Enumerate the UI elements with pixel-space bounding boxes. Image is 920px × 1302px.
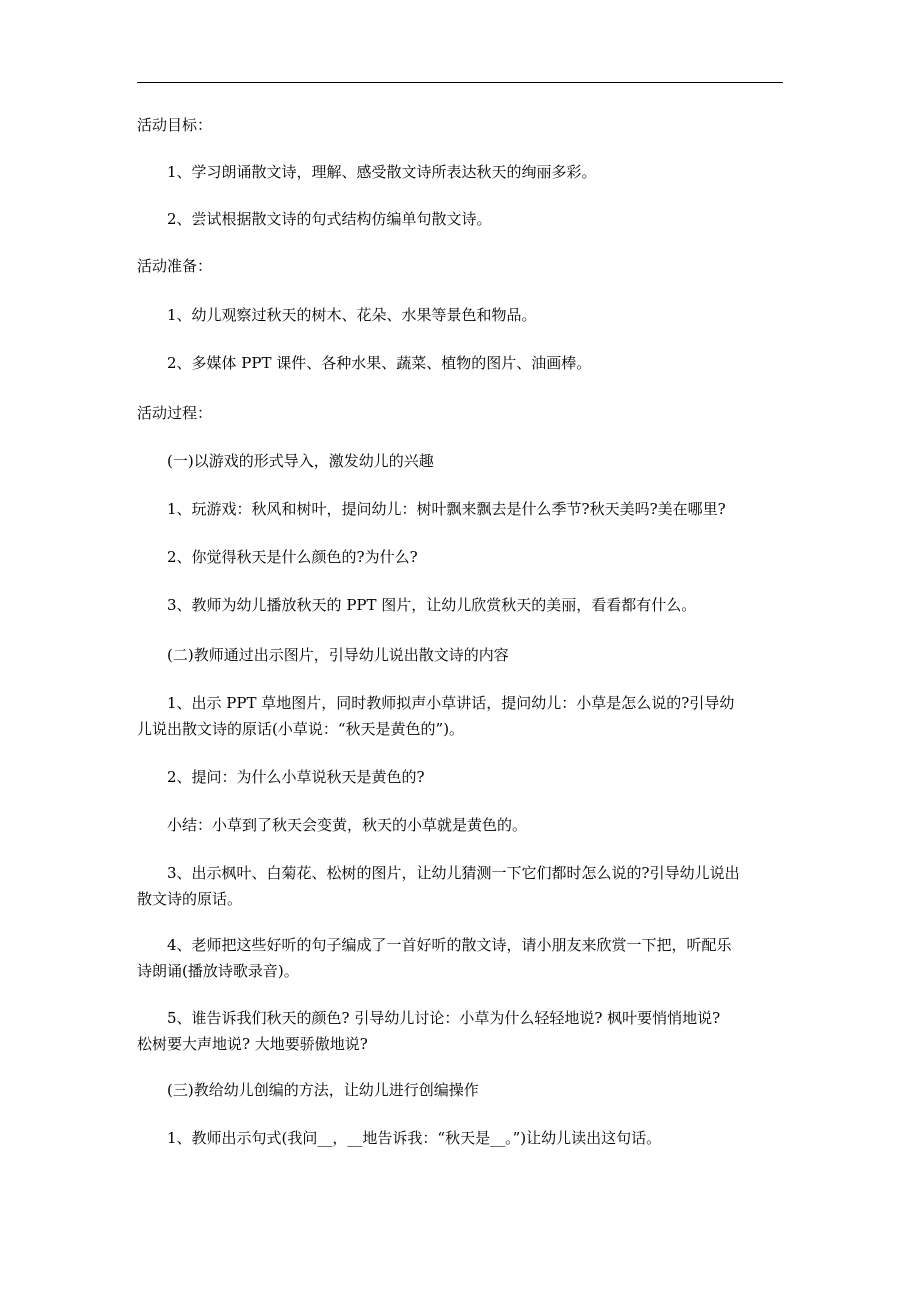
part1-item-1: 1、玩游戏：秋风和树叶，提问幼儿：树叶飘来飘去是什么季节?秋天美吗?美在哪里?: [167, 500, 726, 518]
part1-item-2: 2、你觉得秋天是什么颜色的?为什么?: [167, 548, 418, 566]
header-rule: [137, 82, 783, 83]
goal-item-2: 2、尝试根据散文诗的句式结构仿编单句散文诗。: [167, 210, 492, 228]
part2-item-1-line1: 1、出示 PPT 草地图片，同时教师拟声小草讲话，提问幼儿：小草是怎么说的?引导幼: [167, 694, 735, 712]
process-heading: 活动过程：: [137, 404, 213, 422]
goal-item-1: 1、学习朗诵散文诗，理解、感受散文诗所表达秋天的绚丽多彩。: [167, 163, 597, 181]
part2-item-1-line2: 儿说出散文诗的原话(小草说：“秋天是黄色的”)。: [137, 720, 465, 738]
part1-heading: (一)以游戏的形式导入，激发幼儿的兴趣: [167, 452, 434, 470]
part2-item-3-line1: 3、出示枫叶、白菊花、松树的图片，让幼儿猜测一下它们都时怎么说的?引导幼儿说出: [167, 864, 740, 882]
part2-summary: 小结：小草到了秋天会变黄，秋天的小草就是黄色的。: [167, 816, 528, 834]
prep-item-2: 2、多媒体 PPT 课件、各种水果、蔬菜、植物的图片、油画棒。: [167, 354, 592, 372]
part1-item-3: 3、教师为幼儿播放秋天的 PPT 图片，让幼儿欣赏秋天的美丽，看看都有什么。: [167, 596, 697, 614]
part2-item-4-line2: 诗朗诵(播放诗歌录音)。: [137, 962, 299, 980]
part2-item-5-line2: 松树要大声地说? 大地要骄傲地说?: [137, 1035, 368, 1053]
prep-item-1: 1、幼儿观察过秋天的树木、花朵、水果等景色和物品。: [167, 306, 537, 324]
part2-item-3-line2: 散文诗的原话。: [137, 890, 243, 908]
part2-item-5-line1: 5、谁告诉我们秋天的颜色? 引导幼儿讨论：小草为什么轻轻地说? 枫叶要悄悄地说?: [167, 1009, 721, 1027]
goal-heading: 活动目标：: [137, 116, 213, 134]
part2-item-4-line1: 4、老师把这些好听的句子编成了一首好听的散文诗，请小朋友来欣赏一下把，听配乐: [167, 936, 732, 954]
part3-heading: (三)教给幼儿创编的方法，让幼儿进行创编操作: [167, 1081, 479, 1099]
part2-heading: (二)教师通过出示图片，引导幼儿说出散文诗的内容: [167, 646, 509, 664]
part3-item-1: 1、教师出示句式(我问__，__地告诉我：“秋天是__。”)让幼儿读出这句话。: [167, 1129, 662, 1147]
part2-item-2: 2、提问：为什么小草说秋天是黄色的?: [167, 768, 425, 786]
prep-heading: 活动准备：: [137, 257, 213, 275]
